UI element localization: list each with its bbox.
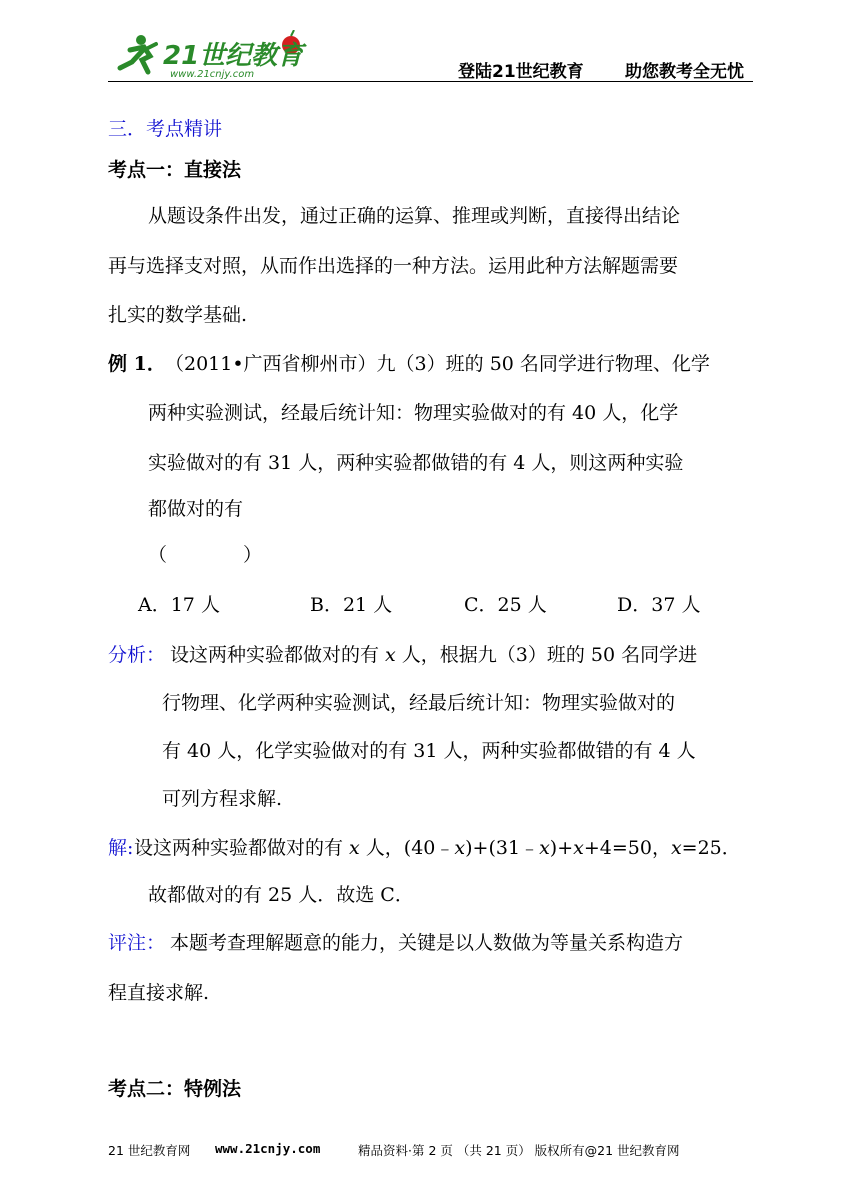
analysis-line-4: 可列方程求解.: [162, 788, 283, 810]
svg-text:www.21cnjy.com: www.21cnjy.com: [170, 69, 255, 80]
comment-label: 评注：: [108, 932, 166, 954]
answer-blank: （ ）: [148, 544, 263, 566]
header-tagline-left: 登陆21世纪教育: [458, 62, 584, 82]
option-b: B．21 人: [310, 594, 393, 616]
solution-line-1: 设这两种实验都做对的有 x 人，(40﹣x)+(31﹣x)+x+4=50，x=25．: [134, 837, 741, 859]
example-label: 例 1．: [108, 353, 166, 375]
point1-title: 考点一：直接法: [108, 159, 242, 181]
analysis-line-1: 设这两种实验都做对的有 x 人，根据九（3）班的 50 名同学进: [170, 644, 698, 666]
example-line-4: 都做对的有: [148, 498, 244, 520]
example-line-3: 实验做对的有 31 人，两种实验都做错的有 4 人，则这两种实验: [148, 452, 684, 474]
header-tagline-right: 助您教考全无忧: [625, 62, 744, 82]
header-divider: [108, 81, 753, 82]
intro-line-1: 从题设条件出发，通过正确的运算、推理或判断，直接得出结论: [148, 205, 681, 227]
logo-graphic: [108, 30, 308, 80]
comment-line-1: 本题考查理解题意的能力，关键是以人数做为等量关系构造方: [170, 932, 684, 954]
comment-line-2: 程直接求解.: [108, 982, 210, 1004]
analysis-label: 分析：: [108, 644, 166, 666]
analysis-line-3: 有 40 人，化学实验做对的有 31 人，两种实验都做错的有 4 人: [162, 740, 696, 762]
footer-site-link[interactable]: www.21cnjy.com: [215, 1141, 321, 1156]
point2-title: 考点二：特例法: [108, 1078, 242, 1100]
solution-label: 解:: [108, 837, 134, 859]
example-line-1: （2011•广西省柳州市）九（3）班的 50 名同学进行物理、化学: [165, 353, 710, 375]
option-c: C．25 人: [464, 594, 547, 616]
logo: [108, 30, 308, 80]
section-title: 三．考点精讲: [108, 118, 223, 140]
intro-line-2: 再与选择支对照，从而作出选择的一种方法。运用此种方法解题需要: [108, 255, 679, 277]
analysis-line-2: 行物理、化学两种实验测试，经最后统计知：物理实验做对的: [162, 692, 676, 714]
option-d: D．37 人: [617, 594, 701, 616]
footer-left: 21 世纪教育网: [108, 1143, 191, 1158]
intro-line-3: 扎实的数学基础.: [108, 304, 248, 326]
example-line-2: 两种实验测试，经最后统计知：物理实验做对的有 40 人，化学: [148, 402, 679, 424]
footer-right: 精品资料·第 2 页 （共 21 页） 版权所有@21 世纪教育网: [358, 1143, 680, 1158]
solution-line-2: 故都做对的有 25 人．故选 C．: [148, 884, 414, 906]
option-a: A．17 人: [138, 594, 220, 616]
svg-text:21世纪教育: 21世纪教育: [163, 41, 304, 71]
